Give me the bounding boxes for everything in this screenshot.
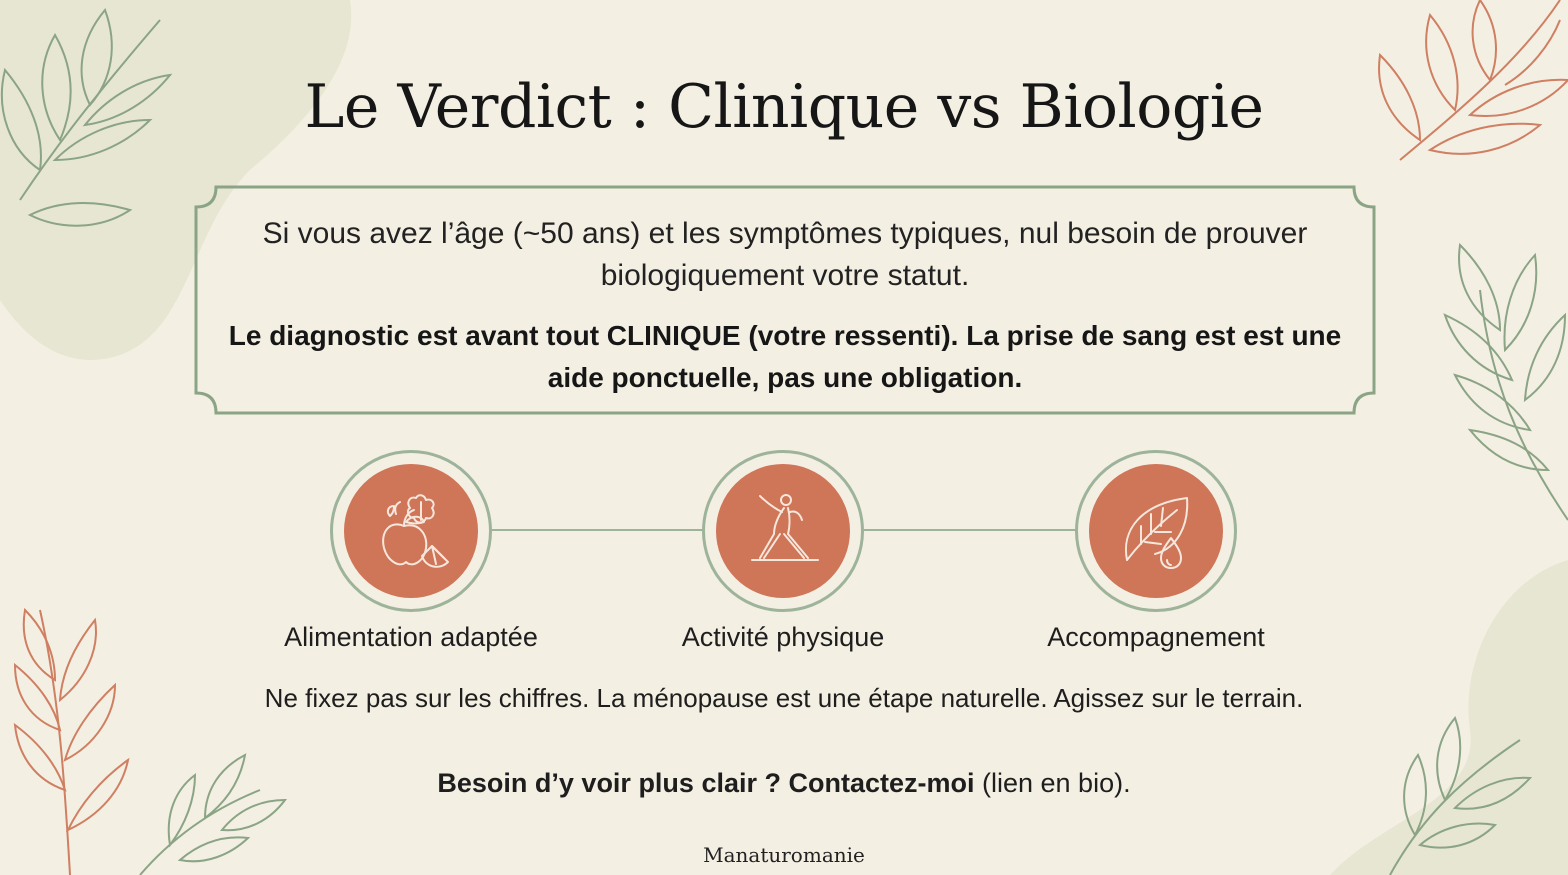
cta-rest: (lien en bio). (974, 768, 1131, 798)
pillar-disc (344, 464, 478, 598)
fruits-vegetables-icon (366, 486, 456, 576)
contact-link[interactable] (437, 768, 974, 798)
pillar-label: Alimentation adaptée (284, 622, 538, 652)
pillar-disc (716, 464, 850, 598)
verdict-emphasis: Le diagnostic est avant tout CLINIQUE (votre ressenti). La prise de sang est est une aide ponctuelle, pas une obligation. (228, 320, 1342, 393)
page-title: Le Verdict : Clinique vs Biologie (304, 72, 1264, 142)
pillar-label: Activité physique (681, 622, 885, 652)
pillar-label: Accompagnement (1047, 622, 1265, 652)
right-branch (1445, 245, 1568, 520)
verdict-intro: Si vous avez l’âge (~50 ans) et les symptômes typiques, nul besoin de prouver biologiquement votre statut. (262, 217, 1308, 292)
leaf-drop-icon (1111, 486, 1201, 576)
tagline: Ne fixez pas sur les chiffres. La ménopause est une étape naturelle. Agissez sur le terrain. (264, 683, 1304, 713)
pillar-ring (330, 450, 492, 612)
cta-bold: Besoin d’y voir plus clair ? Contactez-moi (437, 768, 975, 798)
verdict-box (194, 185, 1376, 415)
yoga-pose-icon (738, 486, 828, 576)
pillar-support (986, 450, 1326, 670)
pillar-nutrition (241, 450, 581, 670)
call-to-action (0, 768, 1568, 799)
pillar-ring (702, 450, 864, 612)
bottom-left-branch (15, 610, 128, 875)
pillar-activity (613, 450, 953, 670)
pillar-ring (1075, 450, 1237, 612)
pillar-disc (1089, 464, 1223, 598)
brand-signature: Manaturomanie (703, 843, 865, 867)
